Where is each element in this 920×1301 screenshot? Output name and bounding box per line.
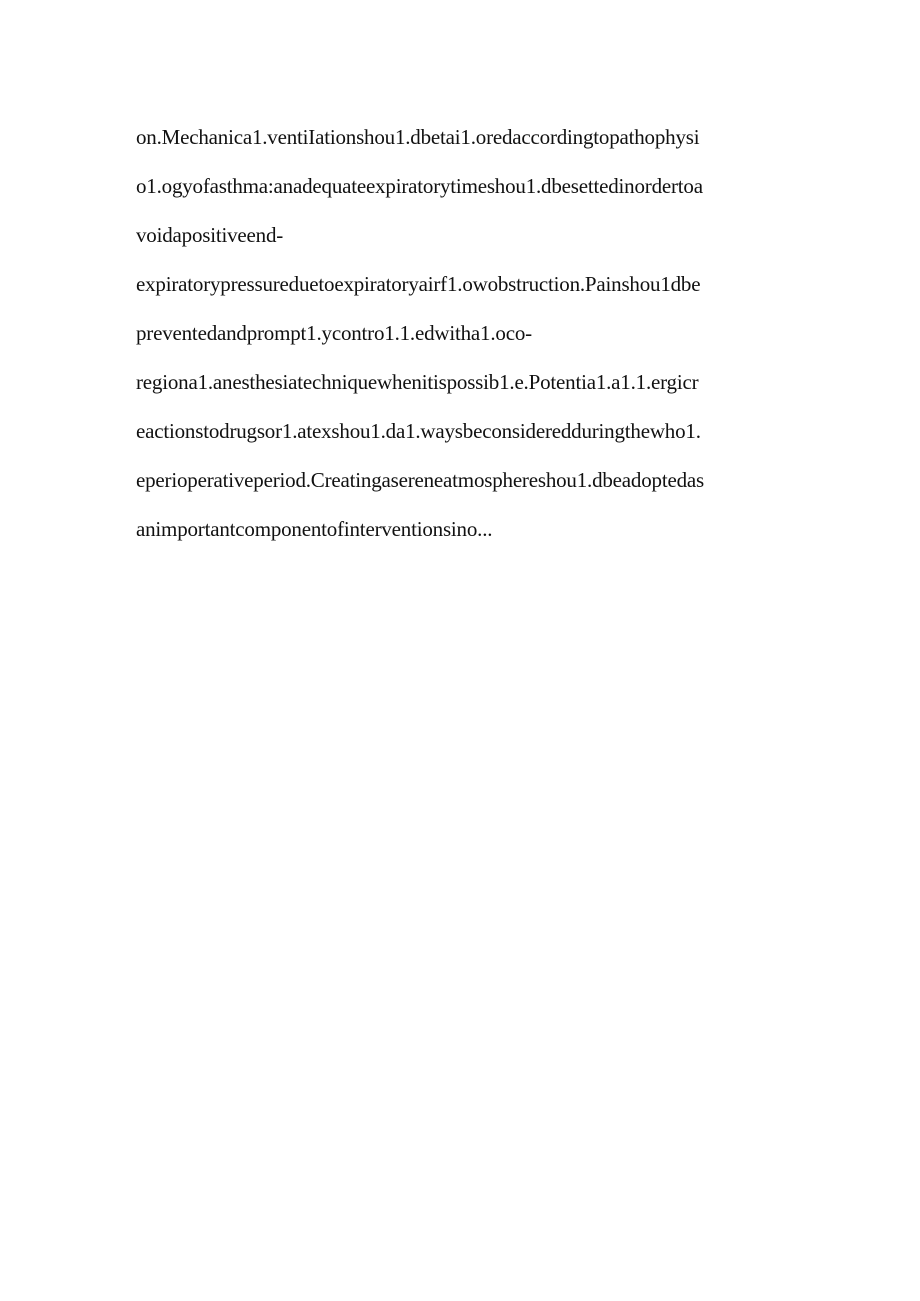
text-line-6: regiona1.anesthesiatechniquewhenitispossib1.e.Potentia1.a1.1.ergicr [136, 370, 699, 394]
text-line-3: voidapositiveend- [136, 223, 284, 247]
text-line-8: eperioperativeperiod.Creatingasereneatmosphereshou1.dbeadoptedas [136, 468, 704, 492]
paragraph-text [136, 118, 786, 559]
text-line-4: expiratorypressureduetoexpiratoryairf1.owobstruction.Painshou1dbe [136, 272, 701, 296]
text-line-7: eactionstodrugsor1.atexshou1.da1.waysbeconsideredduringthewho1. [136, 419, 701, 443]
text-line-9: animportantcomponentofinterventionsino... [136, 517, 493, 541]
text-line-1: on.Mechanica1.ventiIationshou1.dbetai1.oredaccordingtopathophysi [136, 125, 700, 149]
text-line-2: o1.ogyofasthma:anadequateexpiratorytimeshou1.dbesettedinordertoa [136, 174, 703, 198]
text-line-5: preventedandprompt1.ycontro1.1.edwitha1.oco- [136, 321, 532, 345]
